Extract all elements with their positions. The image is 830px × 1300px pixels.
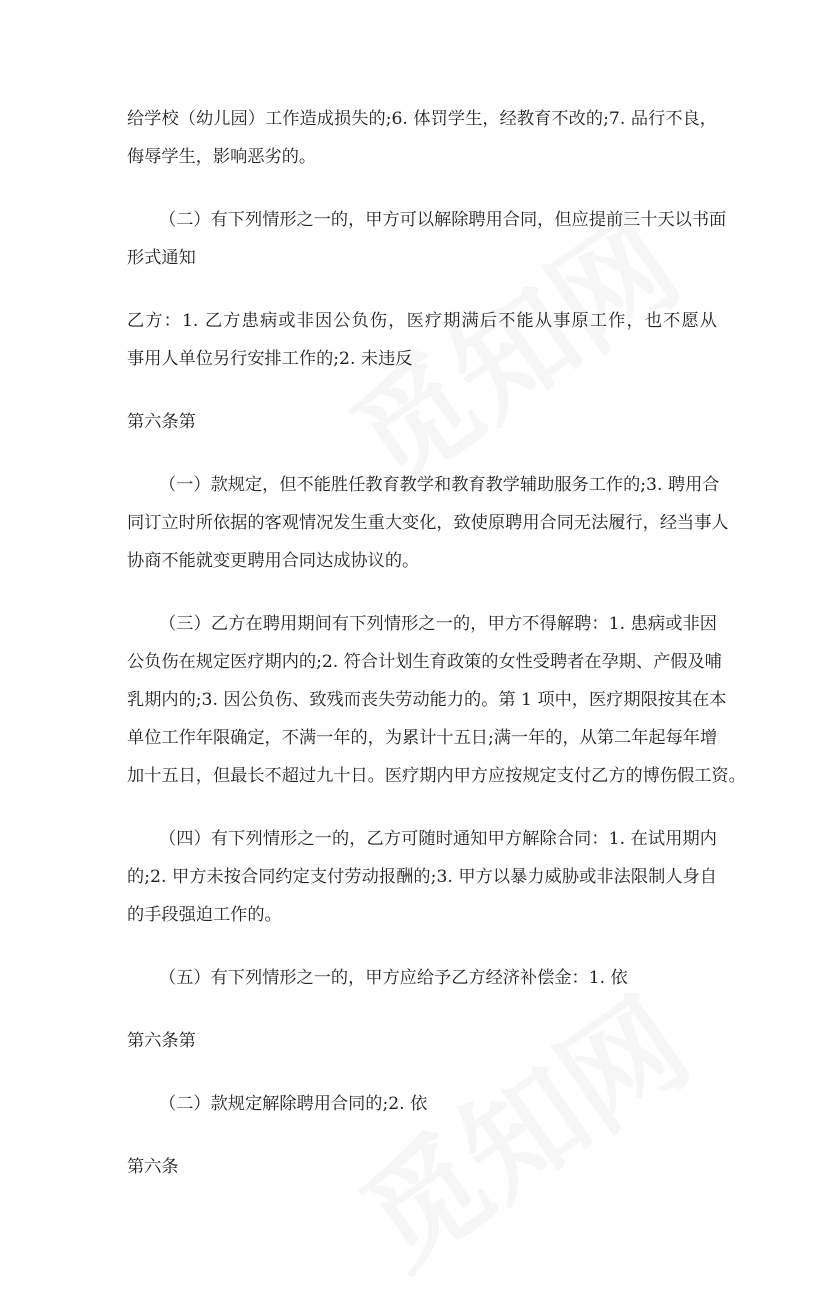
text-line: 第六条第	[127, 412, 196, 432]
text-line: 侮辱学生，影响恶劣的。	[127, 147, 317, 167]
text-line: 给学校（幼儿园）工作造成损失的;6. 体罚学生，经教育不改的;7. 品行不良，	[127, 109, 717, 129]
text-line: 协商不能就变更聘用合同达成协议的。	[127, 551, 420, 571]
text-line: （三）乙方在聘用期间有下列情形之一的，甲方不得解聘：1. 患病或非因	[159, 614, 717, 634]
text-line: （五）有下列情形之一的，甲方应给予乙方经济补偿金：1. 依	[159, 968, 628, 988]
text-line: （二）款规定解除聘用合同的;2. 依	[159, 1094, 428, 1114]
document-body	[127, 100, 746, 1186]
text-line: 乳期内的;3. 因公负伤、致残而丧失劳动能力的。第 1 项中，医疗期限按其在本	[127, 690, 727, 710]
text-line: 第六条	[127, 1157, 179, 1177]
text-line: （二）有下列情形之一的，甲方可以解除聘用合同，但应提前三十天以书面	[159, 210, 727, 230]
text-line: 形式通知	[127, 248, 196, 268]
text-line: 单位工作年限确定，不满一年的，为累计十五日;满一年的，从第二年起每年增	[127, 728, 718, 748]
text-line: （四）有下列情形之一的，乙方可随时通知甲方解除合同：1. 在试用期内	[159, 829, 717, 849]
text-line: 乙方：1. 乙方患病或非因公负伤，医疗期满后不能从事原工作，也不愿从	[127, 311, 717, 331]
text-line: 第六条第	[127, 1031, 196, 1051]
text-line: 加十五日，但最长不超过九十日。医疗期内甲方应按规定支付乙方的博伤假工资。	[127, 766, 746, 786]
text-line: 事用人单位另行安排工作的;2. 未违反	[127, 349, 413, 369]
text-line: （一）款规定，但不能胜任教育教学和教育教学辅助服务工作的;3. 聘用合	[159, 475, 720, 495]
text-line: 的手段强迫工作的。	[127, 905, 282, 925]
text-line: 同订立时所依据的客观情况发生重大变化，致使原聘用合同无法履行，经当事人	[127, 513, 729, 533]
text-line: 公负伤在规定医疗期内的;2. 符合计划生育政策的女性受聘者在孕期、产假及哺	[127, 652, 722, 672]
text-line: 的;2. 甲方未按合同约定支付劳动报酬的;3. 甲方以暴力威胁或非法限制人身自	[127, 867, 717, 887]
